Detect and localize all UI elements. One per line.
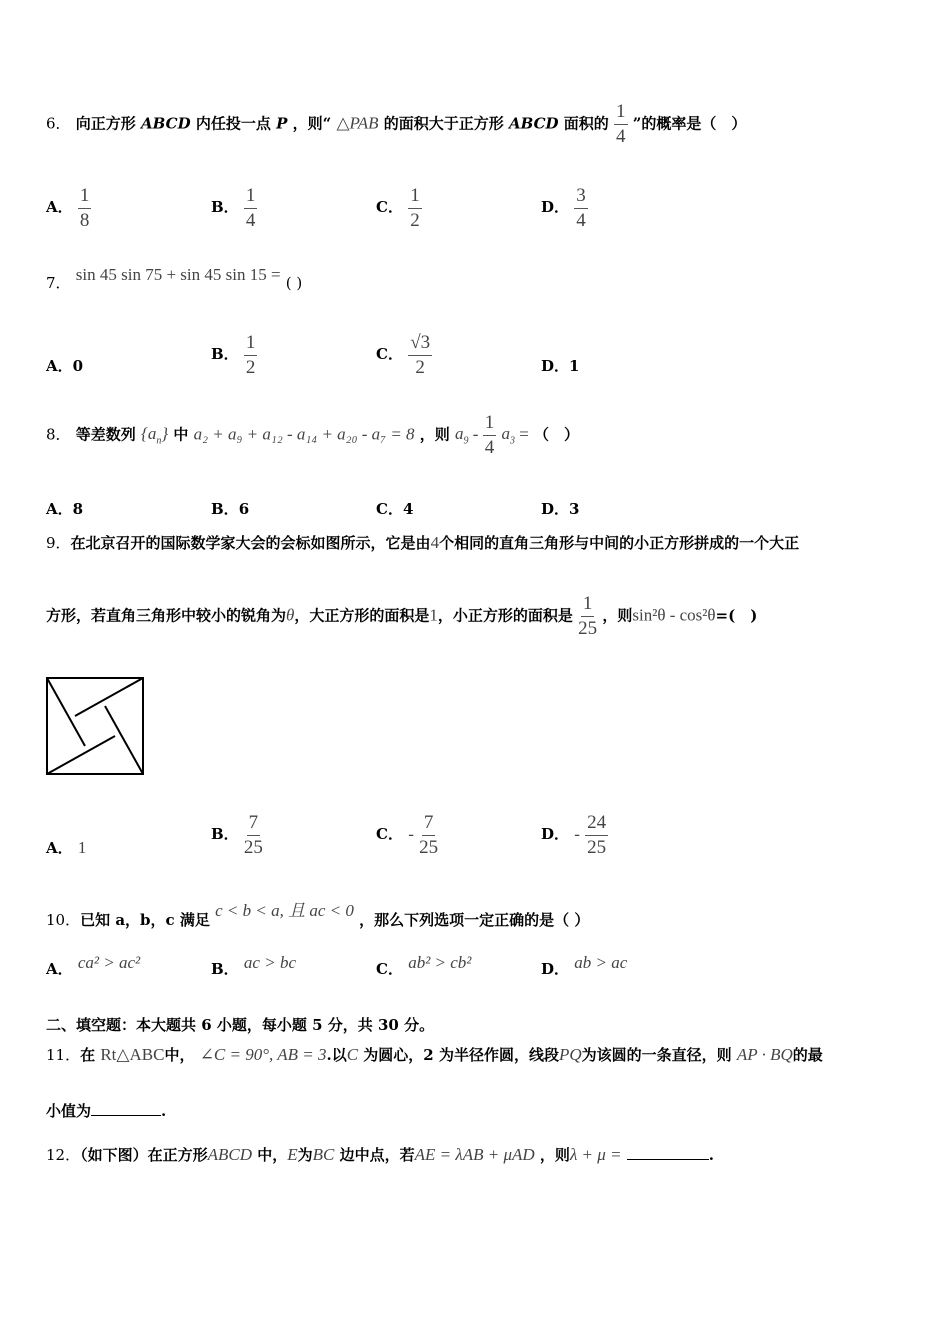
section-heading: 二、填空题：本大题共 6 小题，每小题 5 分，共 30 分。 [46, 1016, 435, 1034]
question-9: 9．在北京召开的国际数学家大会的会标如图所示，它是由4个相同的直角三角形与中间的小正方形拼成的一个大正 [46, 533, 800, 552]
trig-expression: sin 45 sin 75 + sin 45 sin 15 = [75, 265, 281, 284]
question-9-line-2: 方形，若直角三角形中较小的锐角为θ，大正方形的面积是1，小正方形的面积是 $\frac{1}{25}$ ，则sin²θ - cos²θ=( ) [46, 593, 758, 639]
question-number: 6． [46, 114, 71, 133]
option-d: D． - $\frac{24}{25}$ [541, 812, 607, 858]
condition-expression: c < b < a, 且 ac < 0 [215, 901, 354, 920]
sequence-notation: $\{a_n\}$ [141, 424, 169, 447]
question-7: 7． sin 45 sin 75 + sin 45 sin 15 = ( ) [46, 265, 303, 292]
option-c: C． $\frac{1}{2}$ [376, 185, 420, 231]
fraction: $\frac{1}{4}$ [616, 101, 626, 147]
answer-blank[interactable] [627, 1145, 709, 1160]
option-b: B． $\frac{7}{25}$ [211, 812, 263, 858]
pinwheel-square-figure [46, 677, 144, 775]
option-a: A．8 [46, 500, 84, 518]
condition-expression: a₂ + a₉ + a₁₂ - a₁₄ + a₂₀ - a₇ = 8 [193, 424, 415, 444]
option-d: D．3 [541, 500, 580, 518]
option-b: B． $\frac{1}{2}$ [211, 332, 256, 378]
question-11: 11．在 Rt△ABC中， ∠C = 90°, AB = 3.以C 为圆心，2 为半径作圆，线段PQ为该圆的一条直径，则 AP · BQ的最 [46, 1045, 823, 1064]
option-c: C．4 [376, 500, 414, 518]
option-c: C． $\frac{√3}{2}$ [376, 332, 431, 378]
vector-expression: AE = λAB + μAD [414, 1145, 535, 1164]
option-c: C． ab² > cb² [376, 953, 472, 978]
option-a: A． ca² > ac² [46, 953, 141, 978]
trig-expression: sin²θ - cos²θ [632, 605, 716, 625]
option-d: D．1 [541, 357, 580, 375]
option-b: B．6 [211, 500, 250, 518]
option-b: B． ac > bc [211, 953, 296, 978]
question-8: 8． 等差数列 $\{a_n\}$ 中 a₂ + a₉ + a₁₂ - a₁₄ + a₂₀ - a₇ = 8 ，则 $a_9$ - $\frac{1}{4}$ $a_3$ = （ ） [46, 412, 580, 458]
option-a: A． $\frac{1}{8}$ [46, 185, 90, 231]
question-6: 6． 向正方形 ABCD 内任投一点 P ，则“ △PAB 的面积大于正方形 ABCD 面积的 $\frac{1}{4}$ ”的概率是（ ） [46, 101, 747, 147]
option-a: A． 1 [46, 838, 87, 857]
question-12: 12．（如下图）在正方形ABCD 中，E为BC 边中点，若AE = λAB + μAD ，则λ + μ = . [46, 1145, 714, 1164]
question-10: 10．已知 a，b，c 满足 c < b < a, 且 ac < 0 ，那么下列选项一定正确的是（ ） [46, 901, 590, 929]
option-b: B． $\frac{1}{4}$ [211, 185, 256, 231]
option-c: C． - $\frac{7}{25}$ [376, 812, 439, 858]
option-d: D． ab > ac [541, 953, 628, 978]
question-11-line-2: 小值为 . [46, 1102, 167, 1120]
triangle-pab: △PAB [336, 113, 379, 133]
option-a: A．0 [46, 357, 84, 375]
condition-expression: ∠C = 90°, AB = 3 [199, 1045, 327, 1064]
answer-blank[interactable] [91, 1101, 161, 1116]
vector-dot-product: AP · BQ [736, 1045, 793, 1064]
option-d: D． $\frac{3}{4}$ [541, 185, 586, 231]
